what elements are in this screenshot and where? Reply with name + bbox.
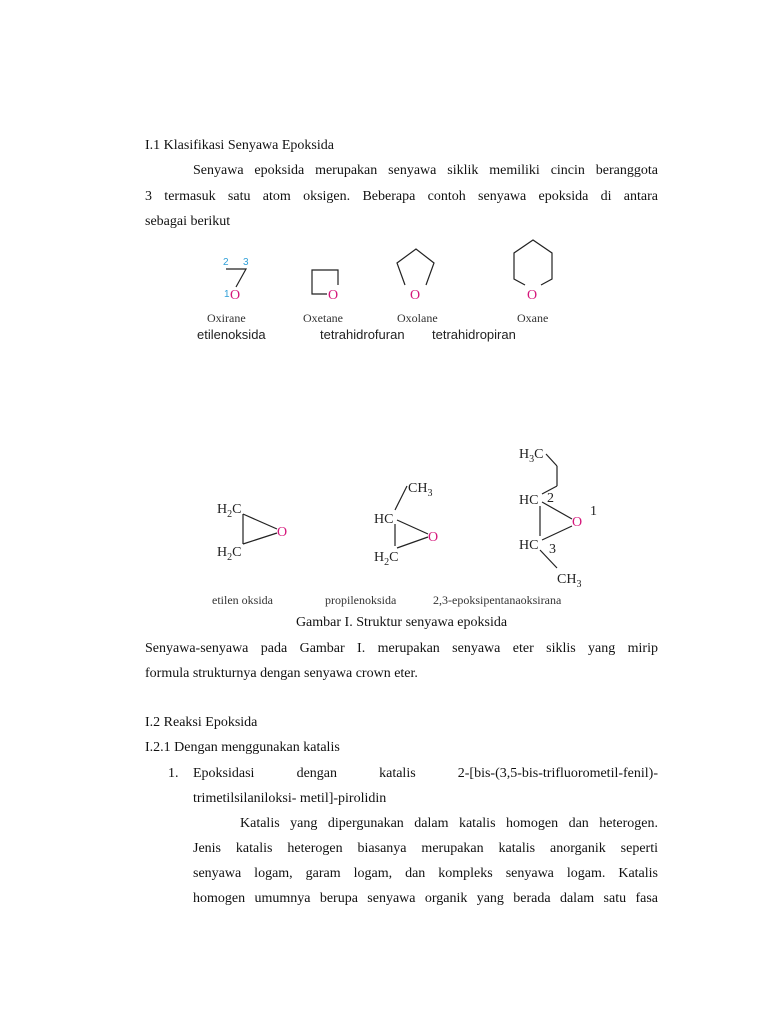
atom-label-hc: HC	[519, 538, 539, 553]
title-word: dengan	[296, 766, 337, 781]
ring-number: 3	[549, 542, 556, 557]
title-word: katalis	[379, 766, 416, 781]
structure-name: Oxane	[517, 311, 549, 325]
paragraph-line: Jenis katalis heterogen biasanya merupakan katalis anorganik seperti	[193, 841, 658, 856]
atom-label-ch3: $CH_3$	[557, 572, 582, 590]
figure-caption: Gambar I. Struktur senyawa epoksida	[295, 615, 508, 630]
ring-number: 2	[223, 257, 229, 268]
structure-label: tetrahidropiran	[432, 327, 516, 342]
list-item-title-cont: trimetilsilaniloksi- metil]-pirolidin	[193, 791, 387, 806]
paragraph-line: Katalis yang dipergunakan dalam katalis homogen dan heterogen.	[240, 816, 658, 831]
paragraph-line: Senyawa-senyawa pada Gambar I. merupakan senyawa eter siklis yang mirip	[145, 641, 658, 656]
oxolane-ring	[397, 249, 434, 285]
structure-name: Oxolane	[397, 311, 438, 325]
oxygen-atom: O	[410, 288, 421, 303]
atom-label-h3c: $H_3C$	[519, 447, 544, 465]
paragraph-line: Senyawa epoksida merupakan senyawa siklik memiliki cincin beranggota	[193, 163, 658, 178]
atom-label-hc: HC	[374, 512, 394, 527]
ring-number: 1	[590, 504, 597, 519]
atom-label-h2c: $H_2C$	[217, 545, 242, 563]
oxygen-atom: O	[328, 288, 339, 303]
structure-label: tetrahidrofuran	[320, 327, 405, 342]
structure-name: Oxirane	[207, 311, 246, 325]
oxygen-atom: O	[277, 525, 288, 540]
ring-number: 3	[243, 257, 249, 268]
oxirane-ring	[226, 269, 246, 287]
title-word: Epoksidasi	[193, 766, 255, 781]
list-item-title	[193, 765, 658, 783]
paragraph-line: sebagai berikut	[145, 214, 231, 229]
structure-label: etilen oksida	[212, 593, 273, 607]
structure-name: Oxetane	[303, 311, 343, 325]
atom-label-h2c: $H_2C$	[217, 502, 242, 520]
subsection-heading: I.2.1 Dengan menggunakan katalis	[145, 740, 340, 755]
paragraph-line: senyawa logam, garam logam, dan kompleks senyawa logam. Katalis	[193, 866, 658, 881]
list-number: 1.	[168, 766, 179, 781]
paragraph-line: formula strukturnya dengan senyawa crown eter.	[145, 666, 418, 681]
oxygen-atom: O	[428, 530, 439, 545]
title-word: 2-[bis-(3,5-bis-trifluorometil-fenil)-	[457, 766, 658, 781]
atom-label-hc: HC	[519, 493, 539, 508]
oxygen-atom: O	[572, 515, 583, 530]
structure-label: etilenoksida	[197, 327, 266, 342]
cyclic-ether-figure	[190, 235, 570, 345]
oxygen-atom: O	[230, 288, 241, 303]
atom-label-h2c: $H_2C$	[374, 550, 399, 568]
ring-number: 1	[224, 289, 230, 300]
oxygen-atom: O	[527, 288, 538, 303]
oxane-ring	[514, 240, 552, 285]
epoxide-structures-figure	[195, 440, 615, 612]
ring-number: 2	[547, 491, 554, 506]
section-heading-reaksi: I.2 Reaksi Epoksida	[145, 715, 258, 730]
section-heading-klasifikasi: I.1 Klasifikasi Senyawa Epoksida	[145, 138, 334, 153]
structure-label: 2,3-epoksipentanaoksirana	[433, 593, 562, 607]
paragraph-line: 3 termasuk satu atom oksigen. Beberapa contoh senyawa epoksida di antara	[145, 189, 658, 204]
paragraph-line: homogen umumnya berupa senyawa organik yang berada dalam satu fasa	[193, 891, 658, 906]
atom-label-ch3: $CH_3$	[408, 481, 433, 499]
structure-label: propilenoksida	[325, 593, 397, 607]
